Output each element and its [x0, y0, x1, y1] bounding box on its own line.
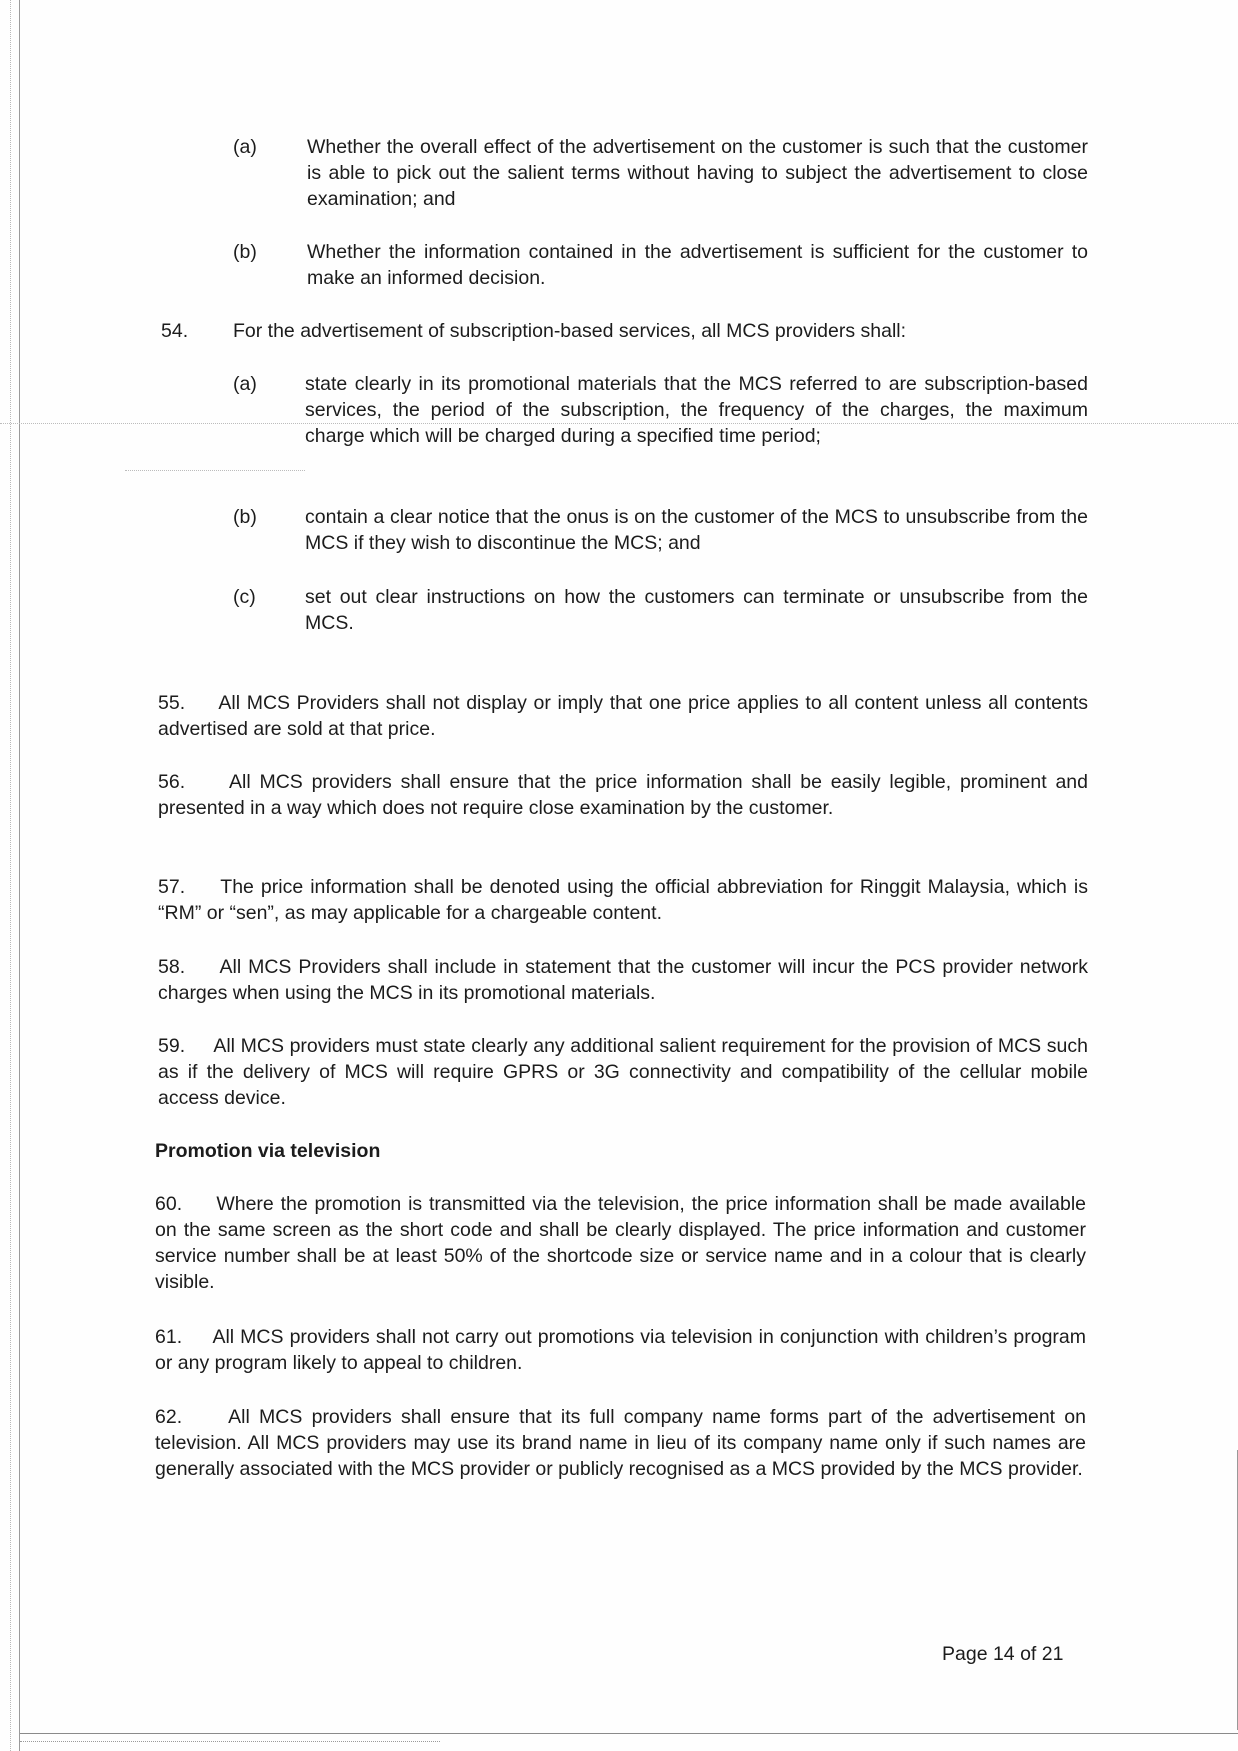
clause-62-number: 62.	[155, 1406, 183, 1428]
clause-54c-text: set out clear instructions on how the customers can terminate or unsubscribe from the MCS.	[305, 586, 1088, 634]
clause-54-intro: For the advertisement of subscription-based services, all MCS providers shall:	[233, 320, 907, 342]
clause-59	[158, 1033, 1088, 1111]
clause-60	[155, 1191, 1086, 1295]
clause-54c-label: (c)	[233, 586, 256, 608]
clause-57-number: 57.	[158, 876, 186, 898]
scan-edge-dotted	[10, 0, 12, 1751]
clause-53a-text: Whether the overall effect of the advertisement on the customer is such that the customer is able to pick out the salient terms without having to subject the advertisement to close examination; and	[307, 136, 1088, 210]
scan-fold-line-short	[125, 470, 305, 471]
clause-54a-label: (a)	[233, 373, 257, 395]
clause-55	[158, 690, 1088, 742]
scan-edge-bottom-dotted	[20, 1741, 440, 1742]
clause-56-text: All MCS providers shall ensure that the price information shall be easily legible, prominent and presented in a way which does not require close examination by the customer.	[158, 771, 1088, 819]
clause-54b-label: (b)	[233, 506, 257, 528]
clause-54b-text: contain a clear notice that the onus is on the customer of the MCS to unsubscribe from the MCS if they wish to discontinue the MCS; and	[305, 506, 1088, 554]
clause-56-number: 56.	[158, 771, 186, 793]
clause-59-number: 59.	[158, 1035, 186, 1057]
clause-61-number: 61.	[155, 1326, 183, 1348]
clause-60-number: 60.	[155, 1193, 183, 1215]
clause-54a-text: state clearly in its promotional materials that the MCS referred to are subscription-based services, the period of the subscription, the frequency of the charges, the maximum charge which will be charged during a specified time period;	[305, 373, 1088, 447]
clause-54-number: 54.	[161, 320, 189, 342]
page-number: Page 14 of 21	[942, 1643, 1064, 1665]
section-heading: Promotion via television	[155, 1140, 381, 1162]
clause-61	[155, 1324, 1086, 1376]
clause-58-text: All MCS Providers shall include in statement that the customer will incur the PCS provider network charges when using the MCS in its promotional materials.	[158, 956, 1088, 1004]
clause-57	[158, 874, 1088, 926]
clause-60-text: Where the promotion is transmitted via the television, the price information shall be made available on the same screen as the short code and shall be clearly displayed. The price information and customer service number shall be at least 50% of the shortcode size or service name and in a colour that is clearly visible.	[155, 1193, 1086, 1293]
clause-61-text: All MCS providers shall not carry out promotions via television in conjunction with children’s program or any program likely to appeal to children.	[155, 1326, 1086, 1374]
clause-53a-label: (a)	[233, 136, 257, 158]
clause-62-text: All MCS providers shall ensure that its full company name forms part of the advertisement on television. All MCS providers may use its brand name in lieu of its company name only if such names are generally associated with the MCS provider or publicly recognised as a MCS provided by the MCS provider.	[155, 1406, 1086, 1480]
clause-58-number: 58.	[158, 956, 186, 978]
clause-55-text: All MCS Providers shall not display or imply that one price applies to all content unless all contents advertised are sold at that price.	[158, 692, 1089, 740]
clause-62	[155, 1404, 1086, 1482]
clause-58	[158, 954, 1088, 1006]
clause-55-number: 55.	[158, 692, 186, 714]
scan-edge-left	[19, 0, 20, 1751]
clause-53b-label: (b)	[233, 241, 257, 263]
clause-59-text: All MCS providers must state clearly any additional salient requirement for the provision of MCS such as if the delivery of MCS will require GPRS or 3G connectivity and compatibility of the cellular mobile access device.	[158, 1035, 1088, 1109]
clause-53b-text: Whether the information contained in the advertisement is sufficient for the customer to make an informed decision.	[307, 241, 1088, 289]
clause-57-text: The price information shall be denoted using the official abbreviation for Ringgit Malaysia, which is “RM” or “sen”, as may applicable for a chargeable content.	[158, 876, 1088, 924]
clause-56	[158, 769, 1088, 821]
scan-edge-bottom	[20, 1733, 1238, 1734]
